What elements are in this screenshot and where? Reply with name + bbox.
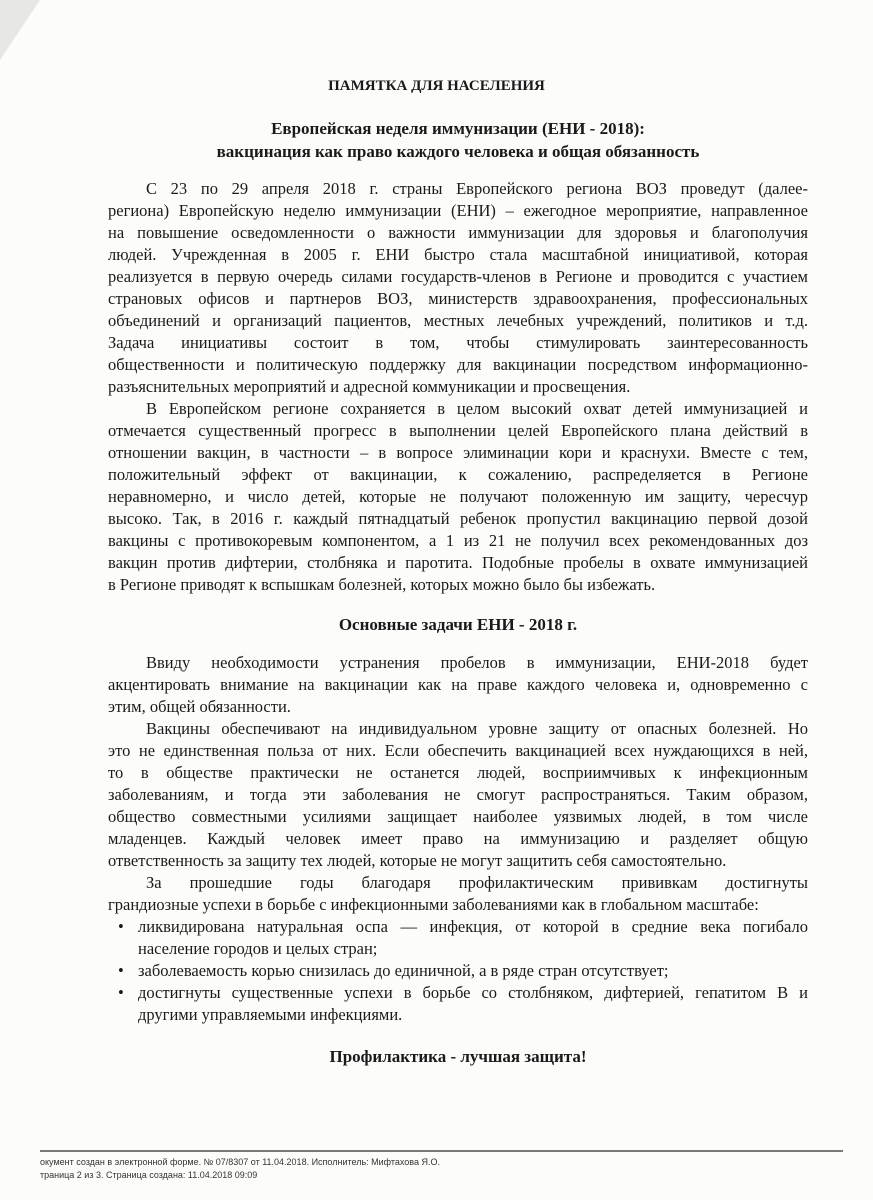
paragraph-line: общественности и политическую поддержку для вакцинации посредством информационно- [108, 355, 808, 374]
bullet-list [108, 916, 808, 1026]
paragraph-line: этим, общей обязанности. [108, 697, 291, 716]
footer [40, 1156, 440, 1182]
footer-divider [40, 1150, 843, 1152]
paragraph-line: региона) Европейскую неделю иммунизации (ЕНИ) – ежегодное мероприятие, направленное [108, 201, 808, 220]
paragraph-line: заболеваниям, и тогда эти заболевания не смогут распространяться. Таким образом, [108, 785, 808, 804]
paragraph-line: вакцин против дифтерии, столбняка и паротита. Подобные пробелы в охвате иммунизацией [108, 553, 808, 572]
paragraph [108, 872, 808, 916]
paragraph-line: отношении вакцин, в частности – в вопросе элиминации кори и краснухи. Вместе с тем, [108, 443, 808, 462]
scan-fold-shadow [0, 0, 40, 60]
paragraph-line: объединений и организаций пациентов, местных лечебных учреждений, политиков и т.д. [108, 311, 808, 330]
paragraph-line: грандиозные успехи в борьбе с инфекционными заболеваниями как в глобальном масштабе: [108, 895, 759, 914]
paragraph-line: реализуется в первую очередь силами государств-членов в Регионе и проводится с участием [108, 267, 808, 286]
intro-paragraphs [108, 178, 808, 596]
document-title: ПАМЯТКА ДЛЯ НАСЕЛЕНИЯ [328, 78, 545, 94]
bullet-item [108, 982, 808, 1026]
paragraph-line: Задача инициативы состоит в том, чтобы стимулировать заинтересованность [108, 333, 808, 352]
paragraph-line: отмечается существенный прогресс в выполнении целей Европейского плана действий в [108, 421, 808, 440]
bullet-line: ликвидирована натуральная оспа — инфекция, от которой в средние века погибало [138, 917, 808, 936]
paragraph-line: положительный эффект от вакцинации, к сожалению, распределяется в Регионе [108, 465, 808, 484]
paragraph-line: неравномерно, и число детей, которые не получают положенную им защиту, чересчур [108, 487, 808, 506]
section-heading: Основные задачи ЕНИ - 2018 г. [338, 615, 578, 634]
paragraph-line: страновых офисов и партнеров ВОЗ, министерств здравоохранения, профессиональных [108, 289, 808, 308]
paragraph [108, 178, 808, 398]
paragraph [108, 718, 808, 872]
bullet-item [108, 960, 808, 982]
paragraph-line: то в обществе практически не останется людей, восприимчивых к инфекционным [108, 763, 808, 782]
paragraph-line: В Европейском регионе сохраняется в целом высокий охват детей иммунизацией и [146, 399, 808, 418]
bullet-item [108, 916, 808, 960]
bullet-line: другими управляемыми инфекциями. [138, 1005, 403, 1024]
paragraph-line: это не единственная польза от них. Если обеспечить вакцинацией всех нуждающихся в ней, [108, 741, 808, 760]
paragraph-line: разъяснительных мероприятий и адресной коммуникации и просвещения. [108, 377, 631, 396]
closing-slogan: Профилактика - лучшая защита! [329, 1047, 587, 1066]
paragraph-line: акцентировать внимание на вакцинации как на праве каждого человека и, одновременно с [108, 675, 808, 694]
paragraph [108, 398, 808, 596]
footer-line-page: траница 2 из 3. Страница создана: 11.04.2018 09:09 [40, 1170, 258, 1180]
bullet-icon: • [118, 983, 124, 1002]
footer-line-document: окумент создан в электронной форме. № 07/8307 от 11.04.2018. Исполнитель: Мифтахова Я.О. [40, 1157, 440, 1167]
paragraph [108, 652, 808, 718]
paragraph-line: людей. Учрежденная в 2005 г. ЕНИ быстро стала масштабной инициативой, которая [108, 245, 808, 264]
bullet-icon: • [118, 961, 124, 980]
bullet-icon: • [118, 917, 124, 936]
paragraph-line: общество совместными усилиями защищает наиболее уязвимых людей, в том числе [108, 807, 808, 826]
paragraph-line: За прошедшие годы благодаря профилактическим прививкам достигнуты [146, 873, 808, 892]
paragraph-line: вакцины с противокоревым компонентом, а 1 из 21 не получил всех рекомендованных доз [108, 531, 808, 550]
tasks-paragraphs [108, 652, 808, 916]
paragraph-line: Вакцины обеспечивают на индивидуальном уровне защиту от опасных болезней. Но [146, 719, 808, 738]
paragraph-line: на повышение осведомленности о важности иммунизации для здоровья и благополучия [108, 223, 808, 242]
paragraph-line: ответственность за защиту тех людей, которые не могут защитить себя самостоятельно. [108, 851, 727, 870]
document-body [108, 178, 808, 1068]
bullet-line: заболеваемость корью снизилась до единичной, а в ряде стран отсутствует; [138, 961, 669, 980]
subtitle-line: вакцинация как право каждого человека и общая обязанность [216, 142, 700, 161]
paragraph-line: младенцев. Каждый человек имеет право на иммунизацию и разделяет общую [108, 829, 808, 848]
bullet-line: достигнуты существенные успехи в борьбе со столбняком, дифтерией, гепатитом В и [138, 983, 808, 1002]
paragraph-line: Ввиду необходимости устранения пробелов в иммунизации, ЕНИ-2018 будет [146, 653, 808, 672]
paragraph-line: С 23 по 29 апреля 2018 г. страны Европейского региона ВОЗ проведут (далее- [146, 179, 808, 198]
subtitle-line: Европейская неделя иммунизации (ЕНИ - 2018): [271, 119, 645, 138]
document-subtitle [108, 117, 808, 163]
paragraph-line: в Регионе приводят к вспышкам болезней, которых можно было бы избежать. [108, 575, 656, 594]
paragraph-line: высоко. Так, в 2016 г. каждый пятнадцатый ребенок пропустил вакцинацию первой дозой [108, 509, 808, 528]
bullet-line: население городов и целых стран; [138, 939, 378, 958]
